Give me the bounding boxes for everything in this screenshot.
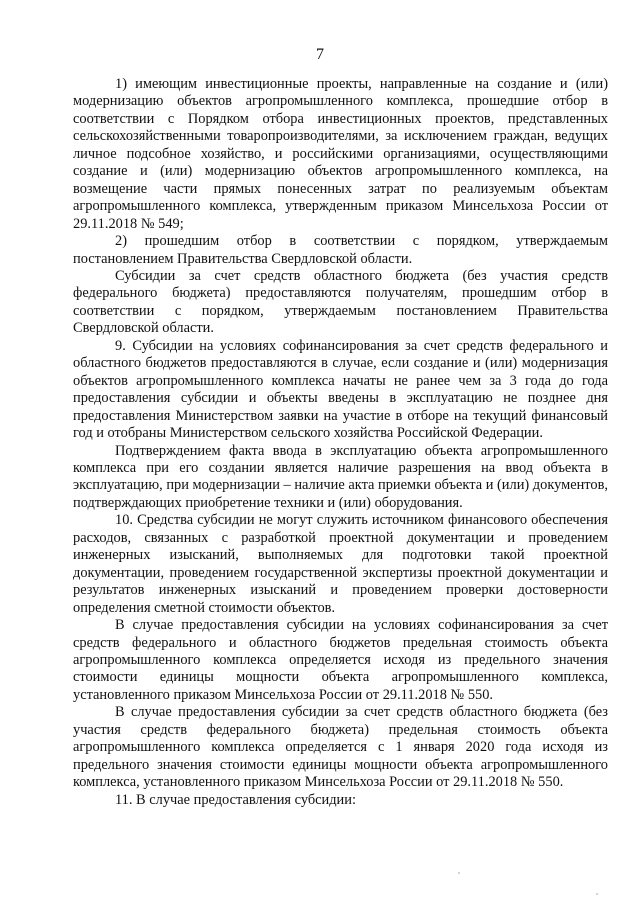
paragraph-clause-10: 10. Средства субсидии не могут служить источником финансового обеспечения расходов, связанных с разработкой проектной документации и проведением инженерных изысканий, выполняемых для подготовки такой проектной документации, проведением государственной экспертизы проектной документации и результатов инженерных изысканий и проведением проверки достоверности определения сметной стоимости объектов. <box>73 512 608 616</box>
page-number: 7 <box>316 46 324 63</box>
paragraph-commissioning-confirmation: Подтверждением факта ввода в эксплуатацию объекта агропромышленного комплекса при его создании является наличие разрешения на ввод объекта в эксплуатацию, при модернизации – наличие акта приемки объекта и (или) документов, подтверждающих приобретение техники и (или) оборудования. <box>73 442 608 511</box>
paragraph-item-2-selection: 2) прошедшим отбор в соответствии с порядком, утверждаемым постановлением Правительства Свердловской области. <box>73 233 608 267</box>
scan-speck <box>458 872 460 874</box>
paragraph-clause-9: 9. Субсидии на условиях софинансирования за счет средств федерального и областного бюджетов предоставляются в случае, если создание и (или) модернизация объектов агропромышленного комплекса начаты не ранее чем за 3 года до года предоставления субсидии и объекты введены в эксплуатацию не позднее дня предоставления Министерством заявки на участие в отборе на текущий финансовый год и отобраны Министерством сельского хозяйства Российской Федерации. <box>73 337 608 442</box>
scan-speck <box>596 893 598 895</box>
paragraph-item-1-investment-projects: 1) имеющим инвестиционные проекты, направленные на создание и (или) модернизацию объектов агропромышленного комплекса, прошедшие отбор в соответствии с Порядком отбора инвестиционных проектов, представленных сельскохозяйственными товаропроизводителями, за исключением граждан, ведущих личное подсобное хозяйство, и российскими организациями, осуществляющими создание и (или) модернизацию объектов агропромышленного комплекса, на возмещение части прямых понесенных затрат по реализуемым объектам агропромышленного комплекса, утвержденным приказом Минсельхоза России от 29.11.2018 № 549; <box>73 76 608 232</box>
paragraph-cofinancing-limit-cost: В случае предоставления субсидии на условиях софинансирования за счет средств федерального и областного бюджетов предельная стоимость объекта агропромышленного комплекса определяется исходя из предельного значения стоимости единицы мощности объекта агропромышленного комплекса, установленного приказом Минсельхоза России от 29.11.2018 № 550. <box>73 617 608 703</box>
paragraph-clause-11: 11. В случае предоставления субсидии: <box>115 791 356 808</box>
document-body <box>73 76 608 809</box>
paragraph-regional-budget-subsidies: Субсидии за счет средств областного бюджета (без участия средств федерального бюджета) предоставляются получателям, прошедшим отбор в соответствии с порядком, утверждаемым постановлением Правительства Свердловской области. <box>73 267 608 337</box>
paragraph-regional-limit-cost: В случае предоставления субсидии за счет средств областного бюджета (без участия средств федерального бюджета) предельная стоимость объекта агропромышленного комплекса определяется с 1 января 2020 года исходя из предельного значения стоимости единицы мощности объекта агропромышленного комплекса, установленного приказом Минсельхоза России от 29.11.2018 № 550. <box>73 704 608 791</box>
